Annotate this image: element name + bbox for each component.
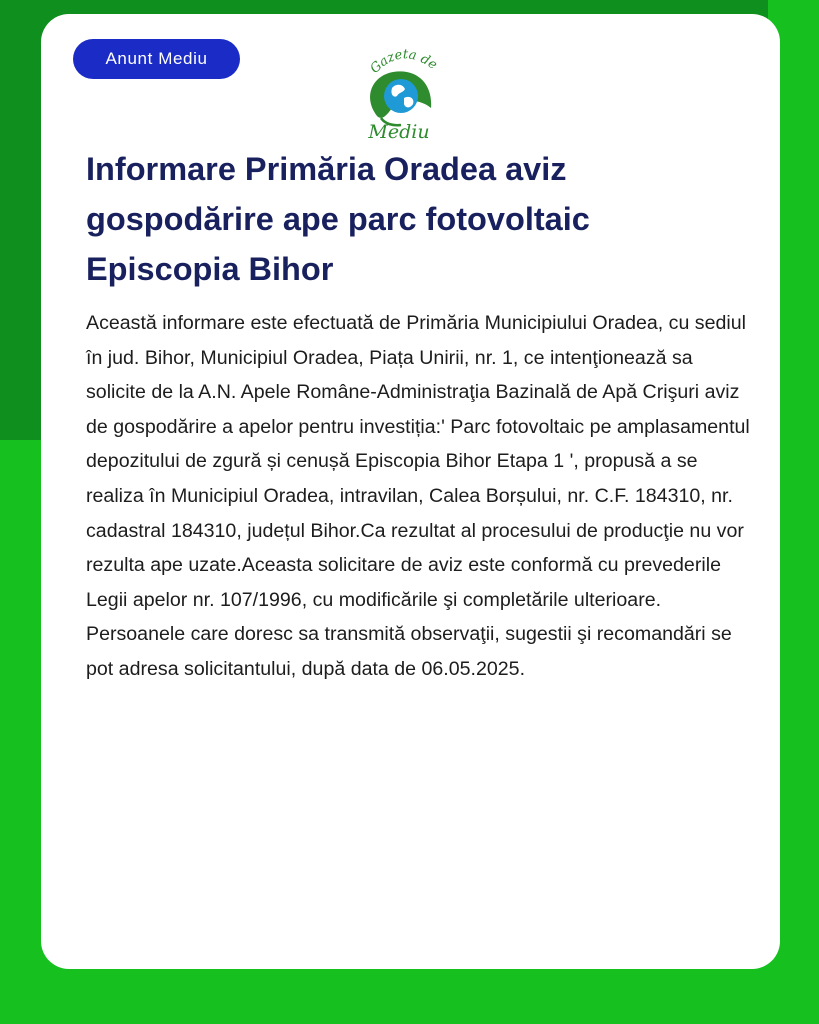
announcement-card xyxy=(41,14,780,969)
article-body: Această informare este efectuată de Primăria Municipiului Oradea, cu sediul în jud. Bihor, Municipiul Oradea, Piața Unirii, nr. 1, ce intenţionează sa solicite de la A.N. Apele Române-Administraţia Bazinală de Apă Crişuri aviz de gospodărire a apelor pentru investiția:' Parc fotovoltaic pe amplasamentul depozitului de zgură și cenușă Episcopia Bihor Etapa 1 ', propusă a se realiza în Municipiul Oradea, intravilan, Calea Borșului, nr. C.F. 184310, nr. cadastral 184310, județul Bihor.Ca rezultat al procesului de producţie nu vor rezulta ape uzate.Aceasta solicitare de aviz este conformă cu prevederile Legii apelor nr. 107/1996, cu modificările şi completările ulterioare. Persoanele care doresc sa transmită observaţii, sugestii şi recomandări se pot adresa solicitantului, după data de 06.05.2025. xyxy=(86,312,750,680)
svg-text:Gazeta de: Gazeta de xyxy=(367,47,440,77)
category-badge: Anunt Mediu xyxy=(73,39,240,79)
svg-text:Mediu: Mediu xyxy=(368,121,430,142)
article-title: Informare Primăria Oradea aviz gospodărire ape parc fotovoltaic Episcopia Bihor xyxy=(86,151,590,287)
globe-leaf-logo-icon xyxy=(359,38,443,142)
